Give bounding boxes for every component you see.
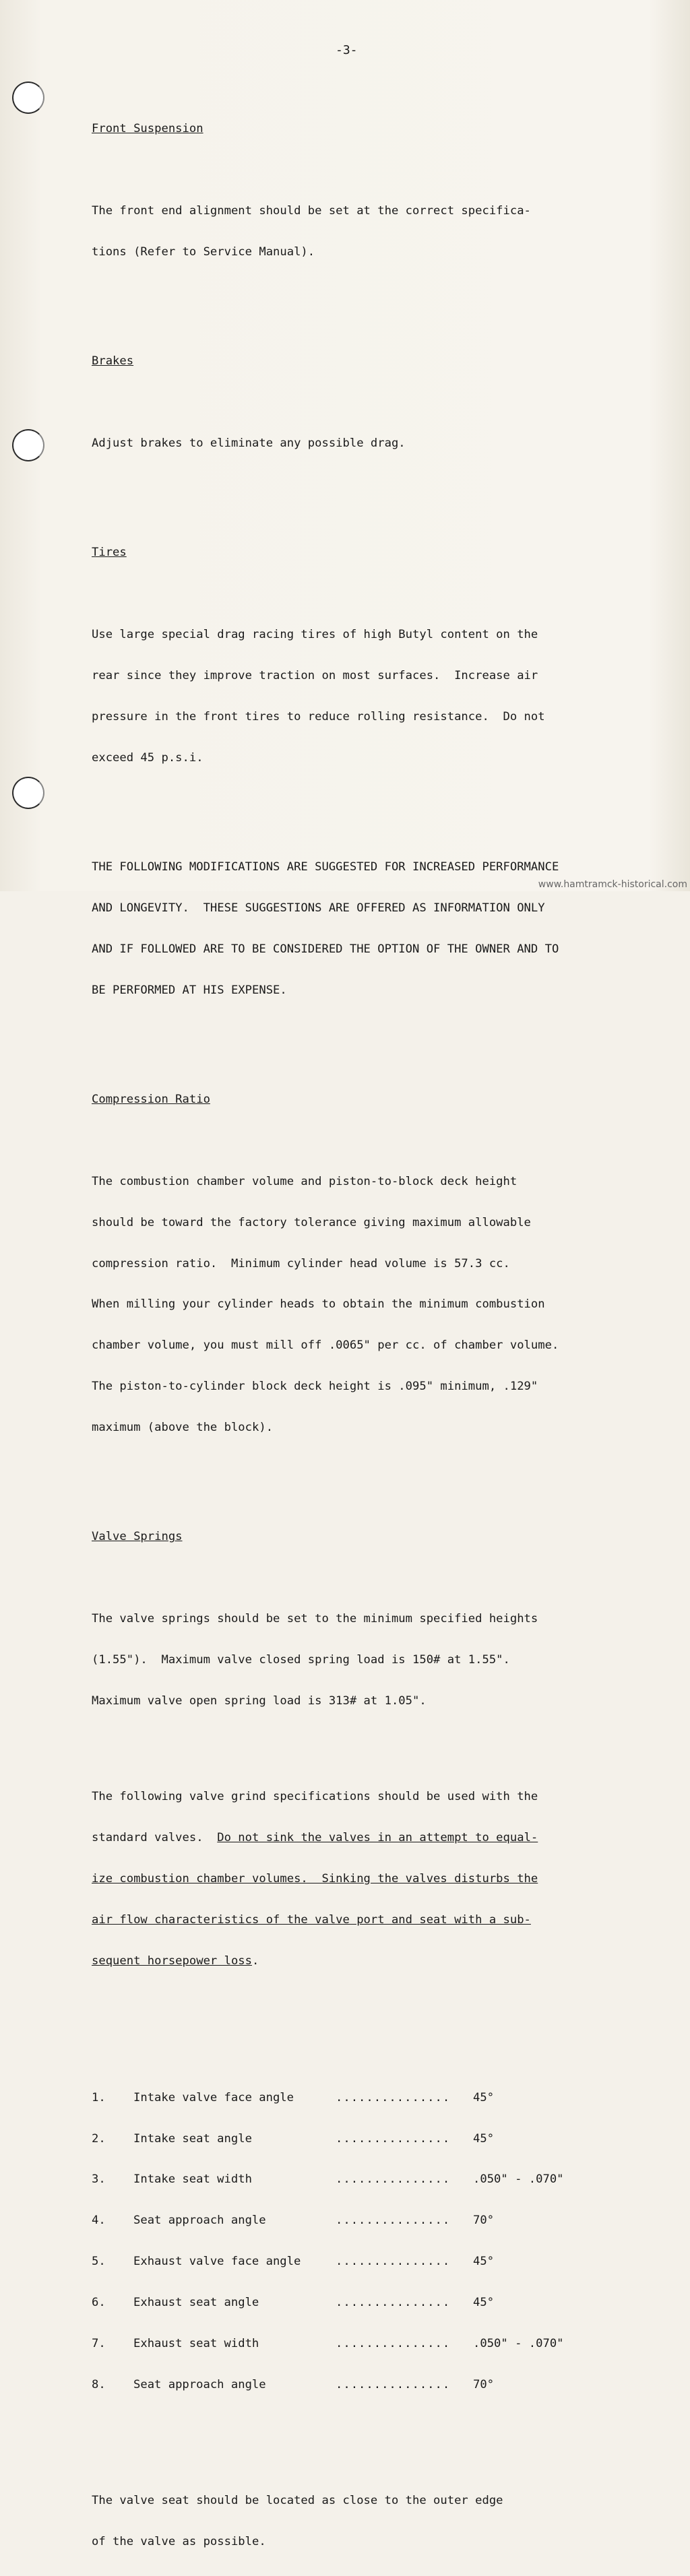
plain-text: . [252,1954,259,1968]
spec-number: 2. [92,2131,106,2146]
notice-line: THE FOLLOWING MODIFICATIONS ARE SUGGESTED FOR INCREASED PERFORMANCE [92,860,559,874]
paragraph-line: compression ratio. Minimum cylinder head volume is 57.3 cc. [92,1256,510,1270]
underlined-warning: ize combustion chamber volumes. Sinking the valves disturbs the [92,1871,538,1886]
spec-leader-dots: ............... [336,2172,451,2187]
spec-number: 4. [92,2214,106,2228]
section-heading-front-suspension: Front Suspension [92,121,203,135]
spec-row [92,2132,651,2146]
spec-row [92,2296,651,2309]
section-heading-tires: Tires [92,546,127,560]
paragraph-line: The valve seat should be located as close to the outer edge [92,2494,503,2508]
valve-grind-spec-list [92,2063,651,2419]
paragraph-line: The following valve grind specifications should be used with the [92,1790,538,1804]
spec-number: 7. [92,2336,106,2350]
spec-value: 70° [473,2214,495,2228]
spec-label: Exhaust seat angle [133,2296,259,2310]
notice-line: AND IF FOLLOWED ARE TO BE CONSIDERED THE OPTION OF THE OWNER AND TO [92,942,559,956]
spec-value: 45° [473,2296,495,2310]
section-heading-brakes: Brakes [92,354,134,368]
spec-label: Intake valve face angle [133,2090,294,2104]
spec-number: 3. [92,2172,106,2187]
spec-value: 45° [473,2090,495,2104]
paragraph-line: The piston-to-cylinder block deck height is .095" minimum, .129" [92,1380,538,1394]
paragraph-line: tions (Refer to Service Manual). [92,245,315,259]
section-heading-compression-ratio: Compression Ratio [92,1092,210,1106]
paragraph-line: Adjust brakes to eliminate any possible drag. [92,436,406,450]
paragraph-line: The valve springs should be set to the minimum specified heights [92,1612,538,1626]
paragraph-line: Maximum valve open spring load is 313# at 1.05". [92,1694,427,1708]
spec-leader-dots: ............... [336,2377,451,2391]
spec-label: Exhaust seat width [133,2336,259,2350]
spec-value: .050" - .070" [473,2172,564,2187]
page-number: -3- [336,43,358,57]
spec-label: Intake seat angle [133,2131,252,2146]
paragraph-line [92,1954,651,1968]
spec-row [92,2172,651,2186]
spec-value: 45° [473,2255,495,2269]
spec-label: Exhaust valve face angle [133,2255,301,2269]
paragraph-line: rear since they improve traction on most surfaces. Increase air [92,668,538,682]
underlined-warning: sequent horsepower loss [92,1954,252,1968]
spec-number: 1. [92,2090,106,2104]
spec-leader-dots: ............... [336,2090,451,2104]
spec-row [92,2337,651,2350]
notice-line: AND LONGEVITY. THESE SUGGESTIONS ARE OFFERED AS INFORMATION ONLY [92,901,545,915]
spec-number: 5. [92,2255,106,2269]
spec-label: Seat approach angle [133,2214,266,2228]
punch-hole [12,429,44,461]
paragraph-line: The front end alignment should be set at the correct specifica- [92,203,531,218]
website-watermark: www.hamtramck-historical.com [538,879,687,890]
spec-value: 70° [473,2377,495,2391]
punch-hole [12,82,44,114]
spec-leader-dots: ............... [336,2131,451,2146]
spec-row [92,2214,651,2227]
spec-leader-dots: ............... [336,2336,451,2350]
underlined-warning: Do not sink the valves in an attempt to equal- [217,1831,538,1844]
spec-value: .050" - .070" [473,2336,564,2350]
paragraph-line: of the valve as possible. [92,2535,266,2549]
spec-leader-dots: ............... [336,2296,451,2310]
section-heading-valve-springs: Valve Springs [92,1530,183,1544]
plain-text: standard valves. [92,1831,218,1844]
paragraph-line: chamber volume, you must mill off .0065" per cc. of chamber volume. [92,1339,559,1353]
paragraph-line: pressure in the front tires to reduce rolling resistance. Do not [92,709,545,723]
paragraph-line: The combustion chamber volume and piston-to-block deck height [92,1174,518,1188]
paragraph-line: should be toward the factory tolerance giving maximum allowable [92,1215,531,1229]
notice-line: BE PERFORMED AT HIS EXPENSE. [92,983,287,997]
punch-hole [12,777,44,809]
paragraph-line [92,1831,651,1844]
spec-row [92,2091,651,2104]
spec-value: 45° [473,2131,495,2146]
spec-label: Seat approach angle [133,2377,266,2391]
paragraph-line: Use large special drag racing tires of high Butyl content on the [92,627,538,641]
paragraph-line: exceed 45 p.s.i. [92,750,203,765]
spec-leader-dots: ............... [336,2255,451,2269]
spec-number: 6. [92,2296,106,2310]
paragraph-line: When milling your cylinder heads to obtain the minimum combustion [92,1297,545,1312]
spec-number: 8. [92,2377,106,2391]
document-body [92,81,651,2576]
underlined-warning: air flow characteristics of the valve port and seat with a sub- [92,1912,531,1927]
spec-label: Intake seat width [133,2172,252,2187]
spec-row [92,2378,651,2391]
paragraph-line: maximum (above the block). [92,1421,274,1435]
spec-leader-dots: ............... [336,2214,451,2228]
paragraph-line: (1.55"). Maximum valve closed spring load is 150# at 1.55". [92,1653,510,1667]
spec-row [92,2255,651,2268]
